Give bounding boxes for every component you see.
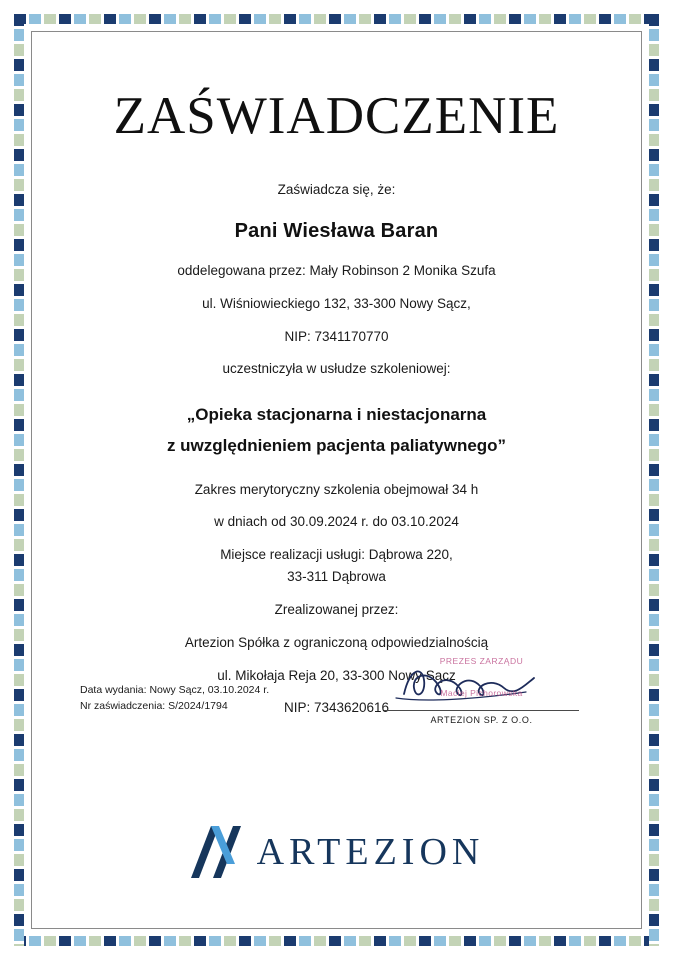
provider-nip: NIP: 7343620616 [283,700,390,716]
signature-line [384,710,579,711]
intro-text: Zaświadcza się, że: [277,182,396,197]
issue-info [80,682,269,715]
delegated-address: ul. Wiśniowieckiego 132, 33-300 Nowy Sącz, [202,295,471,311]
course-place-line-1: Miejsce realizacji usługi: Dąbrowa 220, [220,547,453,563]
issue-date: Data wydania: Nowy Sącz, 03.10.2024 r. [80,684,270,696]
course-title-line-1: „Opieka stacjonarna i niestacjonarna [186,405,487,425]
certificate-number: Nr zaświadczenia: S/2024/1794 [80,700,228,713]
artezion-logo-mark-icon [189,824,243,880]
certificate-content [40,44,633,920]
participation-text: uczestniczyła w usłudze szkoleniowej: [222,361,451,377]
course-dates: w dniach od 30.09.2024 r. do 03.10.2024 [214,514,459,530]
signature-block [374,654,589,725]
course-title-line-2: z uwzględnieniem pacjenta paliatywnego” [166,435,507,455]
stamp-line-2: Maciej Pichorowska [440,688,523,698]
delegated-nip: NIP: 7341170770 [284,328,389,344]
handwritten-signature-icon [374,654,589,710]
realized-by-label: Zrealizowanej przez: [274,601,399,617]
delegated-by: oddelegowana przez: Mały Robinson 2 Monika Szufa [177,262,496,278]
course-scope: Zakres merytoryczny szkolenia obejmował 34 h [194,481,479,497]
frame-edge-top [14,14,659,24]
recipient-name: Pani Wiesława Baran [234,219,439,242]
frame-edge-left [14,14,24,946]
signature-caption: ARTEZION SP. Z O.O. [430,715,533,725]
artezion-logo [40,824,633,880]
certificate-title: ZAŚWIADCZENIE [113,87,560,145]
stamp-line-1: PREZES ZARZĄDU [439,656,524,666]
course-place-line-2: 33-311 Dąbrowa [287,569,386,585]
frame-edge-bottom [14,936,659,946]
frame-edge-right [649,14,659,946]
provider-name: Artezion Spółka z ograniczoną odpowiedzialnością [184,634,489,650]
artezion-wordmark: ARTEZION [256,831,485,873]
signature-stamp [374,654,589,710]
provider-address: ul. Mikołaja Reja 20, 33-300 Nowy Sącz [217,667,456,683]
